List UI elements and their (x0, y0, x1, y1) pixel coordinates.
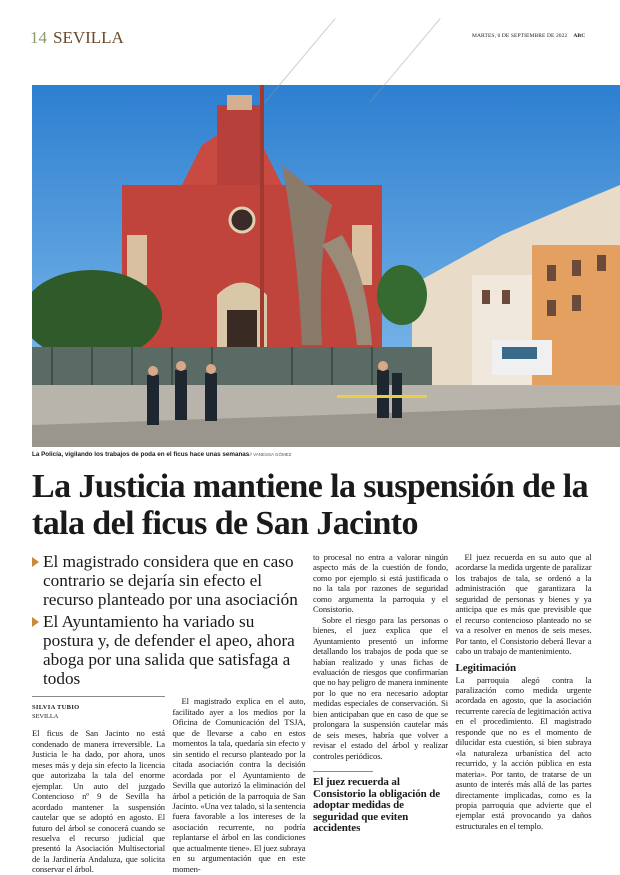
photo-caption (32, 451, 292, 458)
section-header (30, 28, 124, 48)
body-column-2 (173, 690, 306, 874)
brand: ABC (573, 33, 586, 39)
subhead-item (32, 612, 302, 689)
subhead-text: El magistrado considera que en caso contrario se dejaría sin efecto el recurso planteado por una asociación (43, 552, 298, 610)
pull-quote: El juez recuerda al Consistorio la obligación de adoptar medidas de seguridad que eviten accidentes (313, 776, 441, 835)
headline: La Justicia mantiene la suspensión de la tala del ficus de San Jacinto (32, 468, 588, 542)
subhead-legitimacion: Legitimación (455, 661, 517, 674)
body-column-4 (456, 552, 592, 831)
paragraph: El juez recuerda en su auto que al acordarse la medida urgente de paralizar los trabajos de tala, se ordenó a la administración que garantizara la seguridad de personas y bienes y ya anticipa que es más que previsible que el recurso contencioso planteado no se va a resolver en menos de seis meses. Por tanto, el Consistorio deberá llevar a cabo un trabajo de mantenimiento. (455, 552, 592, 657)
subhead-item (32, 552, 302, 610)
subhead-text: El Ayuntamiento ha variado su postura y, de defender el apeo, ahora aboga por una salida que satisfaga a todos (43, 611, 295, 689)
author: SILVIA TUBIO (32, 704, 80, 712)
section-name: SEVILLA (53, 28, 124, 47)
divider (313, 771, 373, 772)
body-column-3 (313, 552, 448, 835)
paragraph: El ficus de San Jacinto no está condenado de manera irreversible. La Justicia le ha dado, por ahora, unos meses más y deja sin efecto la licencia que autorizaba la tala del enorme ejemplar. Un auto del juzgado Contencioso nº 9 de Sevilla ha acordado mantener la suspensión cautelar que se adoptó en agosto. El futuro del árbol se conocerá cuando se resuelva el recurso judicial que presentó la Asociación Multisectorial de la Jardinería Andaluza, que solicita conservar el árbol. (32, 728, 165, 875)
article-columns (32, 552, 592, 875)
subheads (32, 552, 306, 690)
page-number: 14 (30, 28, 47, 47)
body-column-1 (32, 690, 165, 874)
dateline (472, 33, 585, 39)
main-photo (32, 85, 620, 447)
caption-text: La Policía, vigilando los trabajos de poda en el ficus hace unas semanas (32, 451, 250, 458)
paragraph: La parroquia alegó contra la paralización como medida urgente acordada en agosto, que la asociación recurrente carecía de legitimación activa en el procedimiento. El magistrado responde que no es el momento de dilucidar esta cuestión, si bien subraya «la naturaleza urbanística del acto recurrido, y la acción pública en esta materia». Por tanto, de tratarse de un asunto de interés más allá de las partes directamente implicadas, como es la propia parroquia que advierte que el ejemplar está provocando ya daños estructurales en el templo. (455, 674, 592, 831)
location: SEVILLA (32, 713, 59, 721)
article-body (32, 468, 592, 875)
paragraph: Sobre el riesgo para las personas o bienes, el juez explica que el Ayuntamiento presentó un informe detallando los trabajos de poda que se habían realizado y unas fichas de evaluación de riesgos que confirmarían que no hay peligro de manera inminente por lo que no era necesario adoptar medidas especiales de conservación. Si bien anticipaban que en caso de que se prolongara la suspensión cautelar más de seis meses, habría que volver a revisar el estado del árbol y realizar controles periódicos. (313, 614, 448, 761)
bullet-triangle-icon (32, 557, 39, 567)
paragraph: El magistrado explica en el auto, facilitado ayer a los medios por la Oficina de Comunicación del TSJA, que de llevarse a cabo en estos momentos la tala, quedaría sin efecto y sin sentido el recurso planteado por la citada asociación contra la decisión acordada por el Ayuntamiento de Sevilla que autorizó la eliminación del árbol a petición de la parroquia de San Jacinto. «Una vez talado, si la sentencia fuera favorable a los intereses de la asociación recurrente, no podría replantarse el árbol en las condiciones que actualmente tiene». El juez subraya en su argumentación que en este momen- (172, 696, 306, 874)
paragraph: to procesal no entra a valorar ningún aspecto más de la cuestión de fondo, como por ejemplo si está justificada o no la tala por razones de seguridad como argumenta la parroquia y el Consistorio. (313, 552, 448, 615)
date: MARTES, 6 DE SEPTIEMBRE DE 2022 (472, 33, 568, 39)
byline (32, 703, 165, 721)
divider (32, 696, 165, 697)
photo-credit: // VANESSA GÓMEZ (249, 452, 292, 457)
bullet-triangle-icon (32, 617, 39, 627)
